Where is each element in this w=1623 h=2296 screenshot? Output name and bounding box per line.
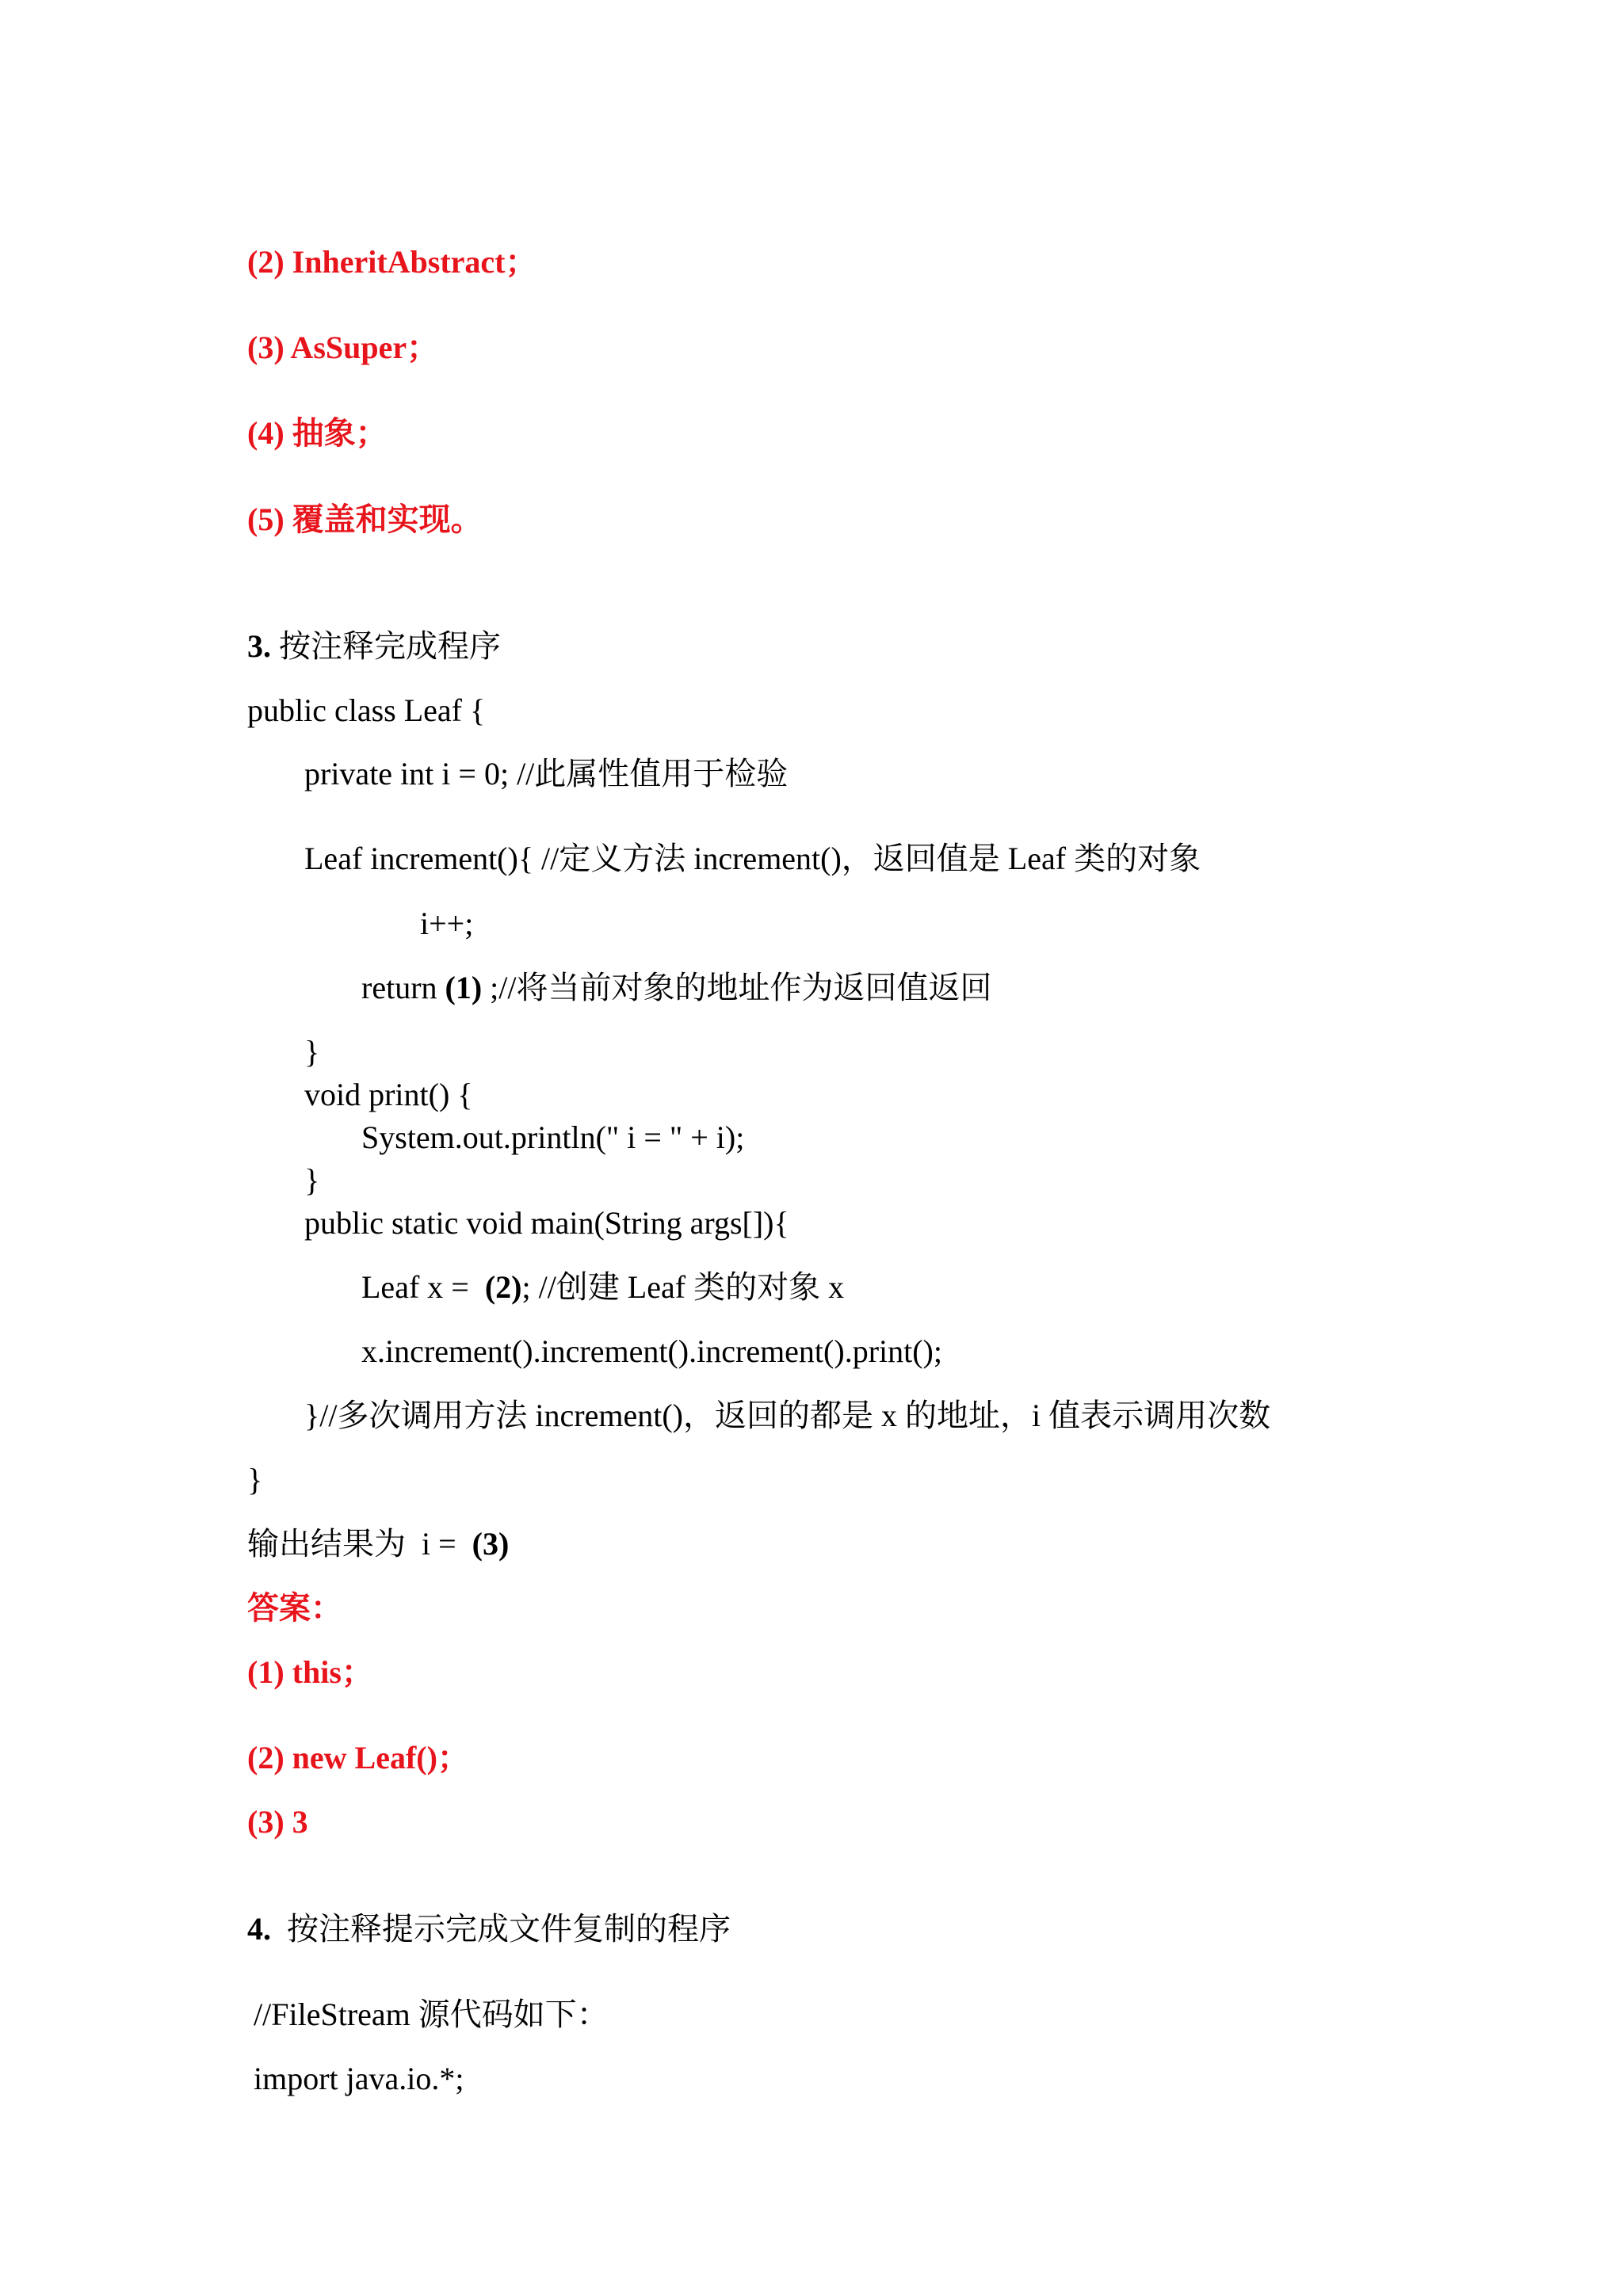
code-line-close-print: } xyxy=(304,1162,320,1198)
code-line-main-decl: public static void main(String args[]){ xyxy=(304,1205,789,1241)
question-4-number: 4. xyxy=(247,1911,271,1947)
code-line-chain-calls: x.increment().increment().increment().print(); xyxy=(361,1333,942,1369)
code-line-increment-decl: Leaf increment(){ //定义方法 increment()，返回值是 Leaf 类的对象 xyxy=(304,841,1201,876)
blank-1: (1) xyxy=(445,970,483,1005)
answer-3: (3) 3 xyxy=(247,1804,308,1840)
prev-answer-3: (3) AsSuper； xyxy=(247,330,439,365)
prev-answer-2: (2) InheritAbstract； xyxy=(247,244,537,280)
code-line-return xyxy=(361,969,992,1007)
return-keyword: return xyxy=(361,970,445,1005)
create-leaf-comment: ; //创建 Leaf 类的对象 x xyxy=(521,1269,845,1305)
code-line-close-main: }//多次调用方法 increment()，返回的都是 x 的地址，i 值表示调用次数 xyxy=(304,1398,1271,1433)
question-3-number: 3. xyxy=(247,628,271,664)
output-label: 输出结果为 i = xyxy=(247,1526,472,1562)
question-3-title: 按注释完成程序 xyxy=(271,628,501,664)
create-leaf-code: Leaf x = xyxy=(361,1269,485,1305)
code-line-field: private int i = 0; //此属性值用于检验 xyxy=(304,756,789,791)
blank-3: (3) xyxy=(472,1526,510,1562)
code-line-create-leaf xyxy=(361,1268,844,1306)
return-comment: ;//将当前对象的地址作为返回值返回 xyxy=(482,970,992,1005)
answer-label: 答案： xyxy=(247,1590,342,1626)
question-3-heading xyxy=(247,627,501,666)
question-4-heading xyxy=(247,1910,731,1948)
blank-2: (2) xyxy=(484,1269,522,1305)
q4-code-import: import java.io.*; xyxy=(254,2061,464,2096)
code-line-println: System.out.println(" i = " + i); xyxy=(361,1119,745,1155)
answer-2: (2) new Leaf()； xyxy=(247,1740,469,1775)
question-4-title: 按注释提示完成文件复制的程序 xyxy=(271,1911,731,1947)
prev-answer-4: (4) 抽象； xyxy=(247,415,388,451)
output-result-line xyxy=(247,1525,509,1563)
answer-1: (1) this； xyxy=(247,1654,373,1690)
code-line-class-decl: public class Leaf { xyxy=(247,692,486,728)
q4-code-comment: //FileStream 源代码如下： xyxy=(254,1997,609,2032)
code-line-print-decl: void print() { xyxy=(304,1077,473,1112)
code-line-close-class: } xyxy=(247,1462,263,1497)
code-line-increment-body: i++; xyxy=(420,906,474,941)
prev-answer-5: (5) 覆盖和实现。 xyxy=(247,502,483,537)
code-line-close-increment: } xyxy=(304,1034,320,1070)
